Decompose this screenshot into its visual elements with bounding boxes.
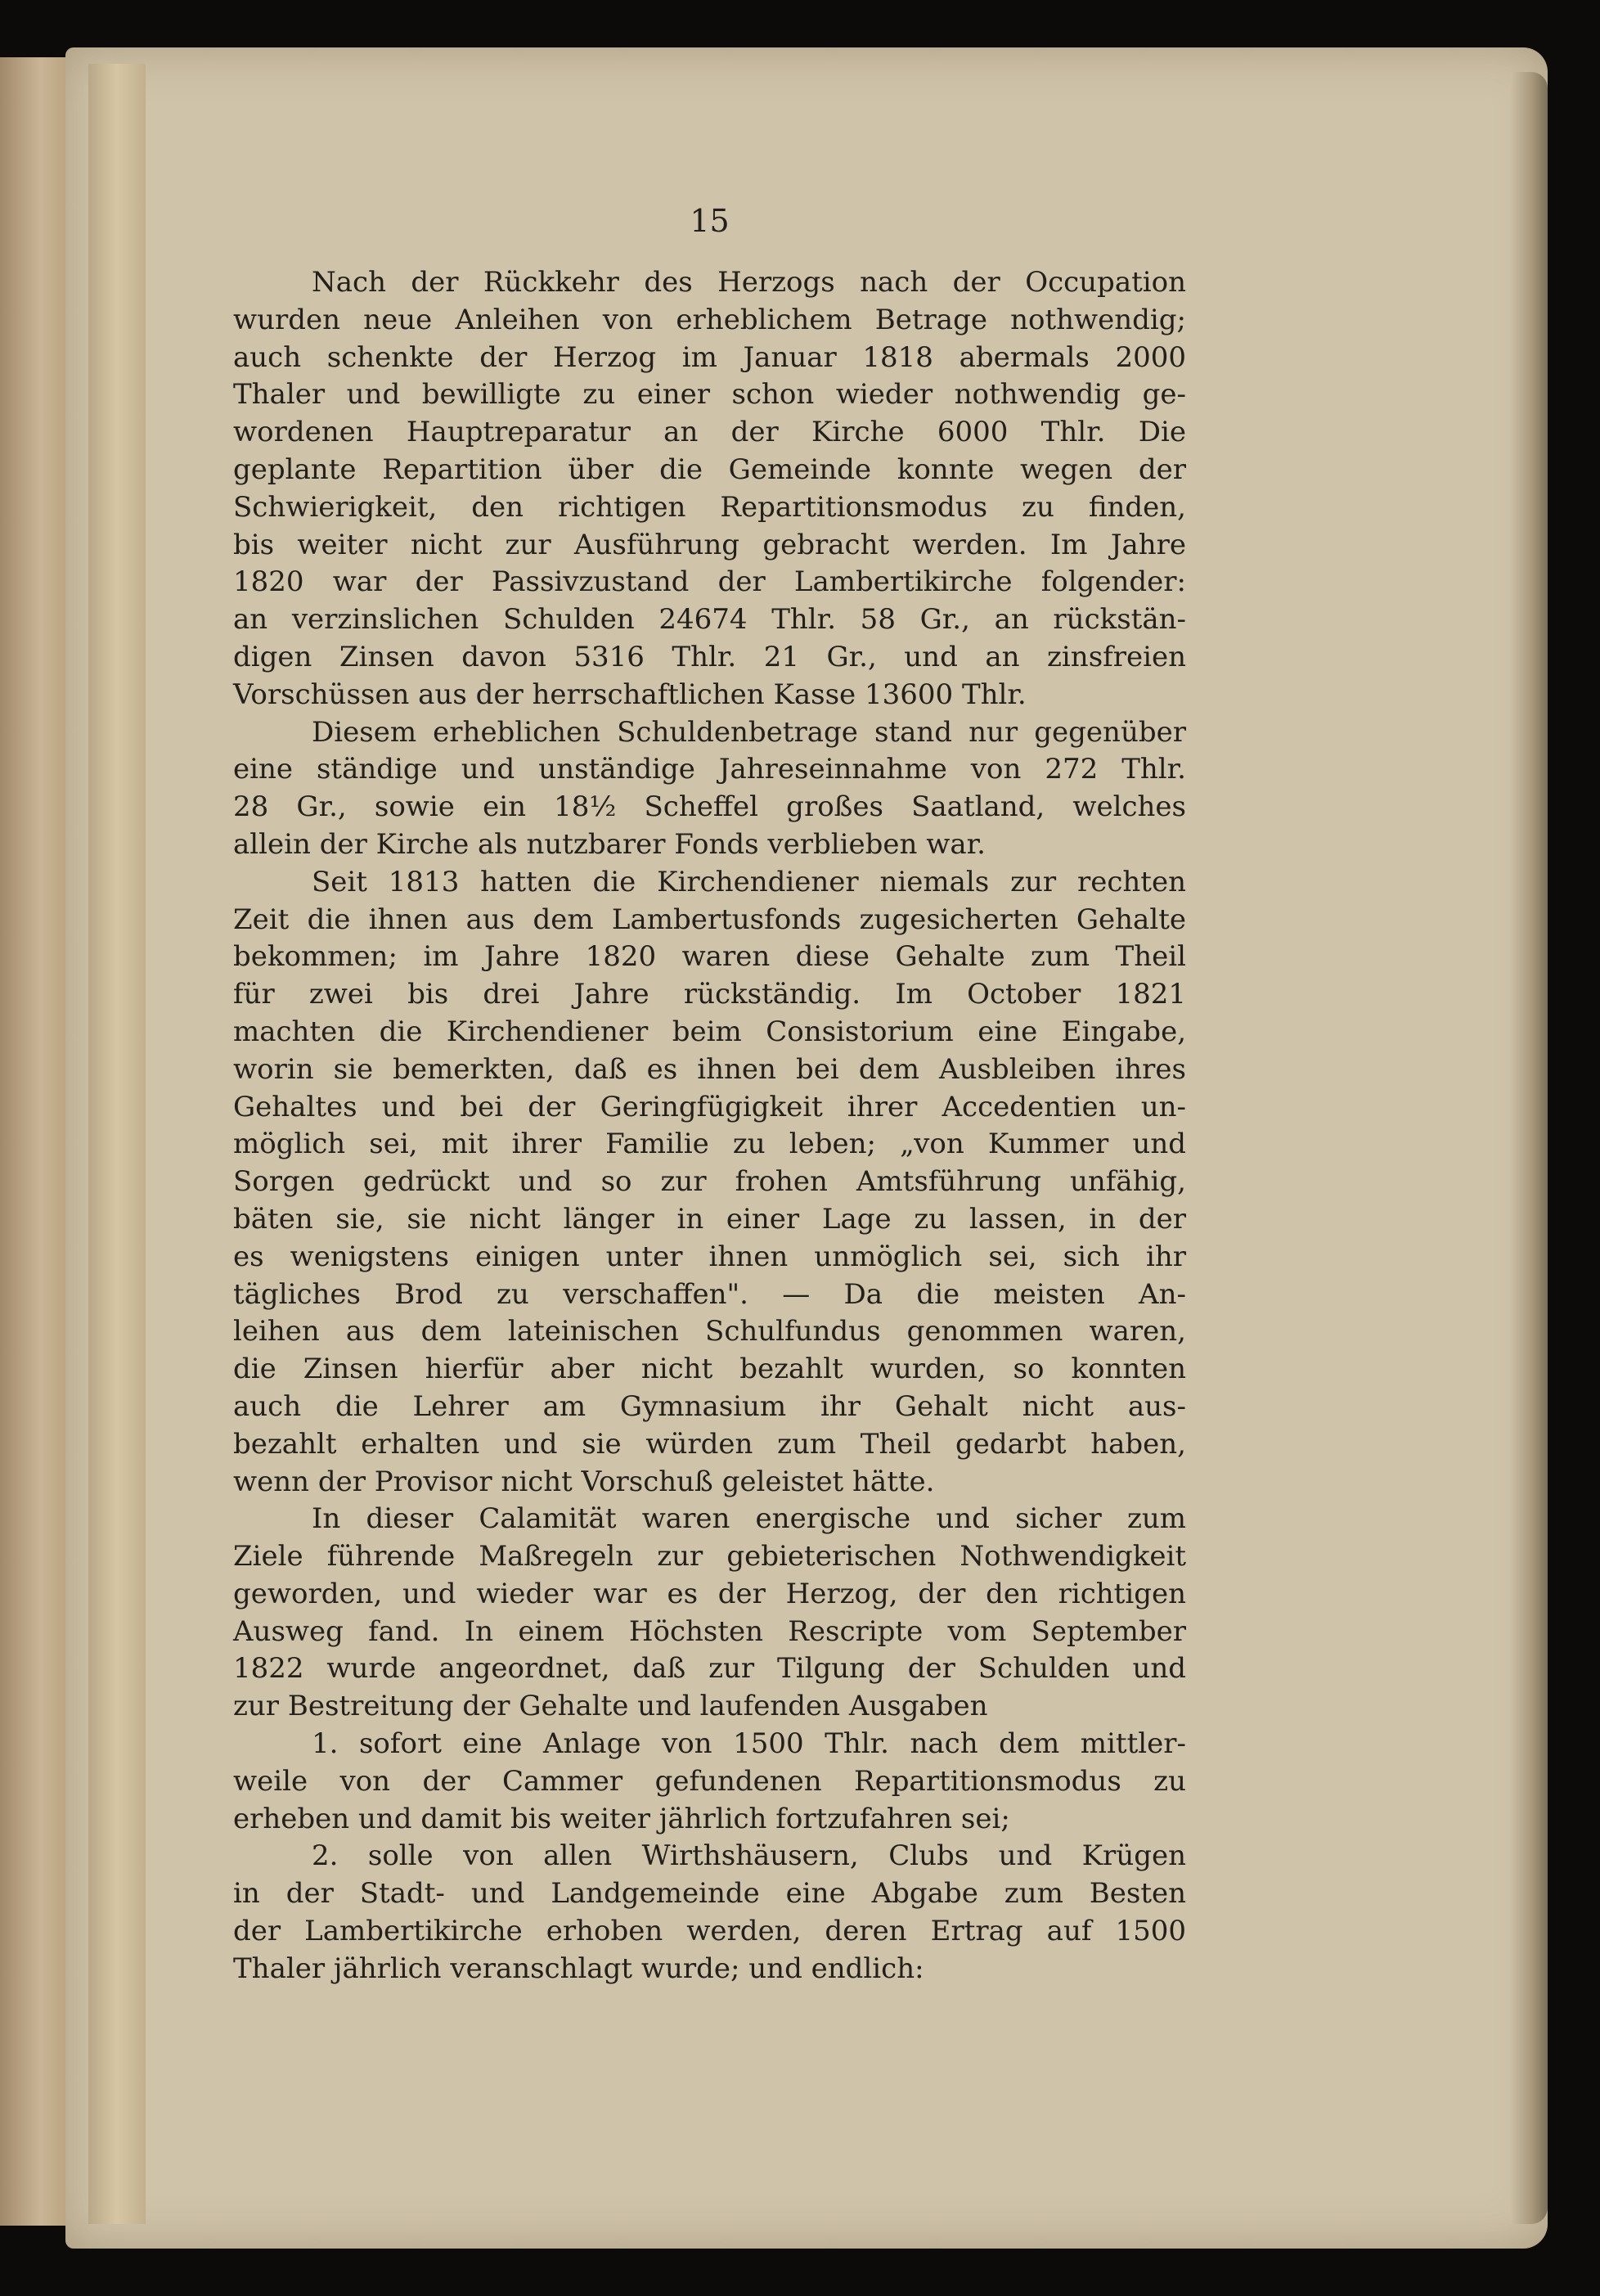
paragraph-list [233,264,1186,1988]
paragraph [233,864,1186,1501]
text-line: bekommen; im Jahre 1820 waren diese Gehalte zum Theil [233,940,1186,974]
page-number: 15 [690,203,730,239]
text-line: Ausweg fand. In einem Höchsten Rescripte vom September [233,1614,1186,1648]
paragraph [233,264,1186,714]
text-line: digen Zinsen davon 5316 Thlr. 21 Gr., und an zinsfreien [233,640,1186,673]
text-line: worin sie bemerkten, daß es ihnen bei dem Ausbleiben ihres [233,1052,1186,1086]
text-line: leihen aus dem lateinischen Schulfundus genommen waren, [233,1315,1186,1348]
text-line: bezahlt erhalten und sie würden zum Theil gedarbt haben, [233,1427,1186,1461]
text-line: wordenen Hauptreparatur an der Kirche 6000 Thlr. Die [233,416,1186,449]
text-line: Thaler und bewilligte zu einer schon wieder nothwendig ge- [233,378,1186,412]
text-line: 1820 war der Passivzustand der Lambertikirche folgender: [233,565,1186,599]
text-line: 28 Gr., sowie ein 18½ Scheffel großes Saatland, welches [233,790,1186,824]
text-line: Ziele führende Maßregeln zur gebieterischen Nothwendigkeit [233,1540,1186,1573]
text-line: auch schenkte der Herzog im Januar 1818 abermals 2000 [233,340,1186,374]
text-line: Sorgen gedrückt und so zur frohen Amtsführung unfähig, [233,1165,1186,1199]
text-line: es wenigstens einigen unter ihnen unmöglich sei, sich ihr [233,1240,1186,1273]
text-line: Thaler jährlich veranschlagt wurde; und endlich: [233,1952,924,1985]
page-right-edge [1510,72,1548,2224]
text-line: an verzinslichen Schulden 24674 Thlr. 58 Gr., an rückstän- [233,603,1186,637]
text-line: Schwierigkeit, den richtigen Repartitionsmodus zu finden, [233,490,1186,524]
paragraph [233,1838,1186,1988]
text-line: bäten sie, sie nicht länger in einer Lage zu lassen, in der [233,1202,1186,1236]
text-line: Zeit die ihnen aus dem Lambertusfonds zugesicherten Gehalte [233,903,1186,936]
text-line: 1. sofort eine Anlage von 1500 Thlr. nach dem mittler- [312,1727,1186,1761]
text-line: machten die Kirchendiener beim Consistorium eine Eingabe, [233,1015,1186,1048]
book-gutter [88,64,146,2224]
text-line: geworden, und wieder war es der Herzog, der den richtigen [233,1577,1186,1610]
text-line: bis weiter nicht zur Ausführung gebracht werden. Im Jahre [233,528,1186,561]
text-line: in der Stadt- und Landgemeinde eine Abgabe zum Besten [233,1877,1186,1911]
text-line: wenn der Provisor nicht Vorschuß geleistet hätte. [233,1465,935,1498]
text-line: auch die Lehrer am Gymnasium ihr Gehalt nicht aus- [233,1389,1186,1423]
text-line: weile von der Cammer gefundenen Repartitionsmodus zu [233,1764,1186,1798]
text-line: In dieser Calamität waren energische und sicher zum [312,1502,1186,1536]
text-line: Diesem erheblichen Schuldenbetrage stand nur gegenüber [312,715,1186,749]
paragraph [233,1726,1186,1838]
text-line: eine ständige und unständige Jahreseinnahme von 272 Thlr. [233,753,1186,786]
paragraph [233,1501,1186,1726]
text-line: Gehaltes und bei der Geringfügigkeit ihrer Accedentien un- [233,1090,1186,1123]
paragraph [233,714,1186,864]
text-line: zur Bestreitung der Gehalte und laufenden Ausgaben [233,1690,988,1723]
text-line: Nach der Rückkehr des Herzogs nach der Occupation [312,266,1186,299]
text-line: Vorschüssen aus der herrschaftlichen Kasse 13600 Thlr. [233,678,1027,711]
text-line: Seit 1813 hatten die Kirchendiener niemals zur rechten [312,865,1186,898]
text-line: geplante Repartition über die Gemeinde konnte wegen der [233,452,1186,486]
text-line: möglich sei, mit ihrer Familie zu leben; „von Kummer und [233,1128,1186,1161]
text-line: der Lambertikirche erhoben werden, deren Ertrag auf 1500 [233,1915,1186,1948]
text-line: 1822 wurde angeordnet, daß zur Tilgung der Schulden und [233,1652,1186,1686]
text-line: die Zinsen hierfür aber nicht bezahlt wurden, so konnten [233,1353,1186,1386]
text-line: für zwei bis drei Jahre rückständig. Im October 1821 [233,978,1186,1011]
text-line: tägliches Brod zu verschaffen". — Da die meisten An- [233,1277,1186,1311]
text-line: erheben und damit bis weiter jährlich fortzufahren sei; [233,1802,1010,1835]
page-text-block [233,200,1186,1988]
text-line: 2. solle von allen Wirthshäusern, Clubs und Krügen [312,1839,1186,1873]
text-line: wurden neue Anleihen von erheblichem Betrage nothwendig; [233,303,1186,336]
text-line: allein der Kirche als nutzbarer Fonds verblieben war. [233,827,986,861]
